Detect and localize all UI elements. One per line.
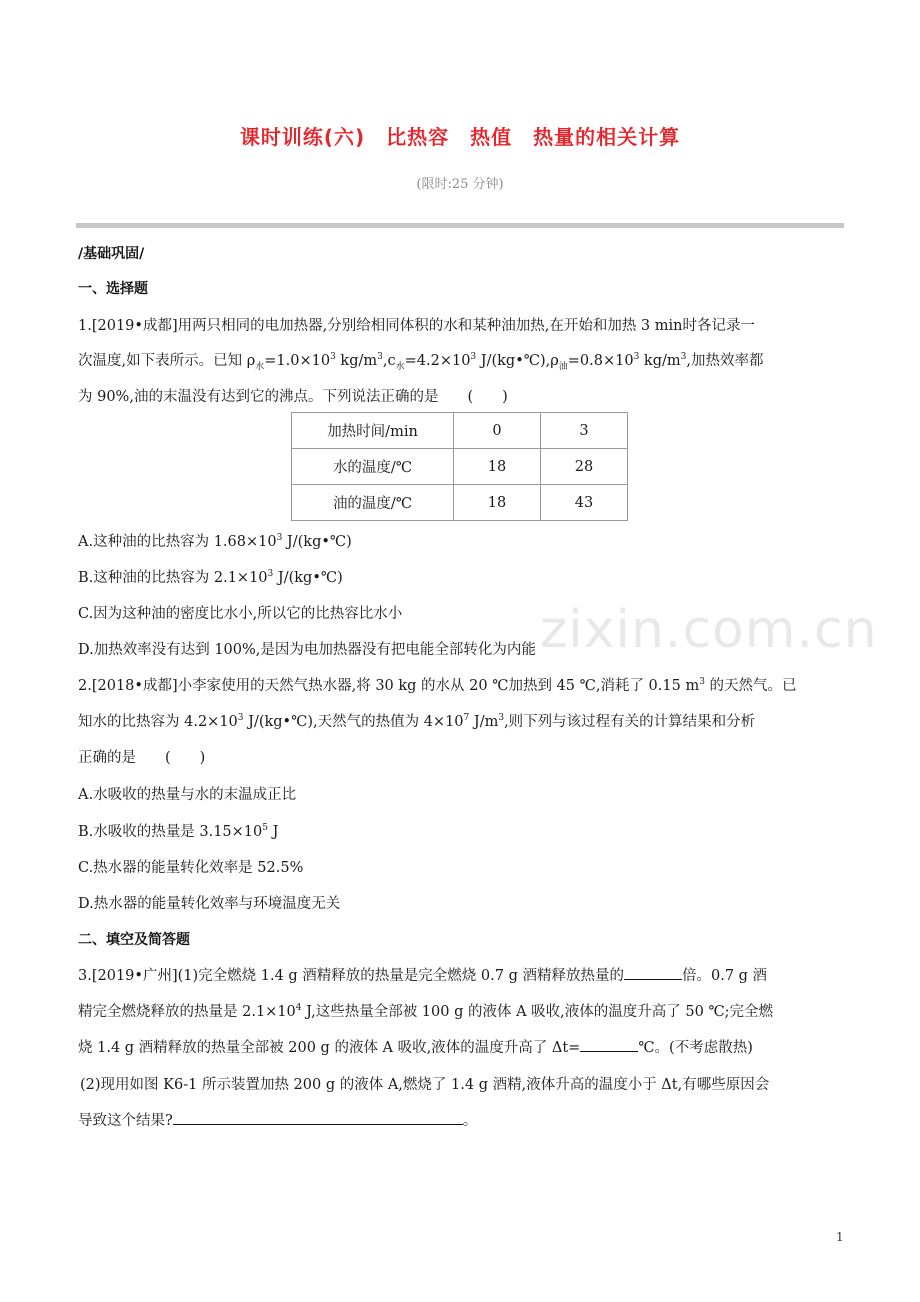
q2-line2: 知水的比热容为 $4.2\times 10^3$ J/(kg•℃),天然气的热值为 $4\times 10^7$ $J/m^3$,则下列与该过程有关的计算结果和分析: [78, 713, 756, 730]
q3-line5: 导致这个结果? 。: [78, 1109, 848, 1130]
table-row: [292, 449, 628, 485]
q2-line1: 2.[2018•成都]小李家使用的天然气热水器,将 30 kg 的水从 20 ℃加热到 45 ℃,消耗了 0.15 $m^3$ 的天然气。已: [78, 677, 797, 694]
section-choice: 一、选择题: [78, 281, 148, 297]
q3-line2: 精完全燃烧释放的热量是 $2.1\times 10^4$ J,这些热量全部被 100 g 的液体 A 吸收,液体的温度升高了 50 ℃;完全燃: [78, 1003, 774, 1020]
q1-option-d: D.加热效率没有达到 100%,是因为电加热器没有把电能全部转化为内能: [78, 642, 536, 658]
q1-option-a: A.这种油的比热容为 $1.68\times 10^3$ J/(kg•℃): [78, 533, 352, 550]
answer-blank[interactable]: [624, 965, 682, 980]
time-limit: (限时:25 分钟): [416, 177, 504, 192]
section-basic: /基础巩固/: [78, 246, 145, 262]
table-cell: 水的温度/℃: [292, 449, 454, 485]
table-cell: 18: [454, 485, 541, 521]
q2-line3: 正确的是 ( ): [78, 750, 206, 766]
table-cell: 18: [454, 449, 541, 485]
answer-blank[interactable]: [580, 1037, 638, 1052]
table-cell: 加热时间/min: [292, 413, 454, 449]
page-number: 1: [836, 1230, 844, 1244]
q3-line1: 3.[2019•广州](1)完全燃烧 1.4 g 酒精释放的热量是完全燃烧 0.7 g 酒精释放热量的 倍。0.7 g 酒: [78, 964, 848, 985]
q1-option-c: C.因为这种油的密度比水小,所以它的比热容比水小: [78, 606, 403, 622]
q2-option-b: B.水吸收的热量是 $3.15\times 10^5$ J: [78, 823, 279, 840]
table-row: [292, 485, 628, 521]
q2-option-c: C.热水器的能量转化效率是 52.5%: [78, 860, 304, 876]
table-cell: 0: [454, 413, 541, 449]
temperature-table: [291, 412, 628, 521]
answer-blank[interactable]: [173, 1110, 463, 1125]
q3-line3: 烧 1.4 g 酒精释放的热量全部被 200 g 的液体 A 吸收,液体的温度升高了 Δt= ℃。(不考虑散热): [78, 1036, 848, 1057]
q1-line1: 1.[2019•成都]用两只相同的电加热器,分别给相同体积的水和某种油加热,在开始和加热 3 min时各记录一: [78, 318, 755, 334]
q1-line2: 次温度,如下表所示。已知 $\rho_水=1.0\times 10^3$ $kg/m^3,c_水=4.2\times 10^3$ $J/(kg•℃),\rho_油=0.8\times 10^3$ $kg/m^3$,加热效率都: [78, 352, 764, 372]
page-title: 课时训练(六) 比热容 热值 热量的相关计算: [239, 125, 681, 149]
table-cell: 油的温度/℃: [292, 485, 454, 521]
q2-option-d: D.热水器的能量转化效率与环境温度无关: [78, 896, 341, 912]
table-cell: 3: [541, 413, 628, 449]
watermark: zixin.com.cn: [540, 600, 878, 660]
table-header-row: [292, 413, 628, 449]
header-rule: [76, 223, 844, 228]
q3-line4: (2)现用如图 K6-1 所示装置加热 200 g 的液体 A,燃烧了 1.4 g 酒精,液体升高的温度小于 Δt,有哪些原因会: [80, 1077, 770, 1093]
section-fill: 二、填空及简答题: [78, 932, 190, 948]
q2-option-a: A.水吸收的热量与水的末温成正比: [78, 787, 297, 803]
table-cell: 43: [541, 485, 628, 521]
table-cell: 28: [541, 449, 628, 485]
q1-line3: 为 90%,油的末温没有达到它的沸点。下列说法正确的是 ( ): [78, 389, 508, 405]
q1-option-b: B.这种油的比热容为 $2.1\times 10^3$ J/(kg•℃): [78, 569, 343, 586]
